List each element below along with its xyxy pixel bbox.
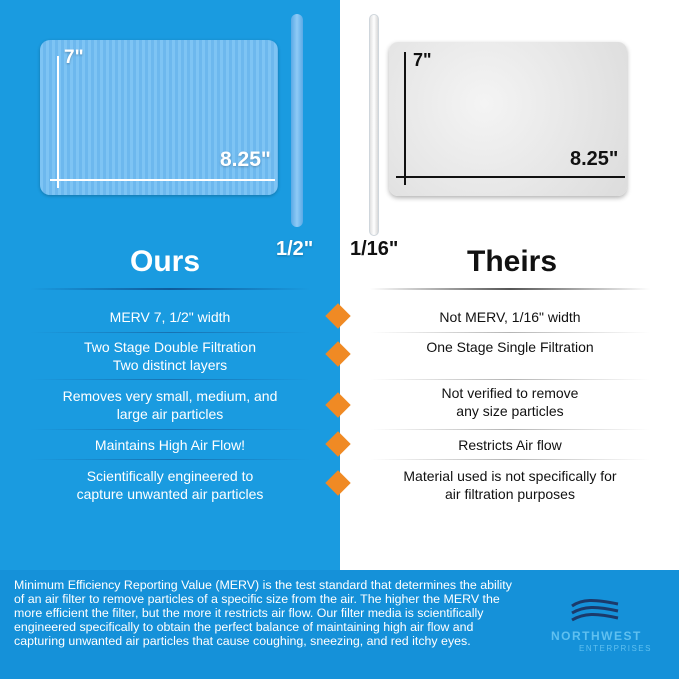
theirs-row-1: Not MERV, 1/16" width [439, 309, 581, 325]
theirs-row-5: Material used is not specifically for air filtration purposes [403, 468, 617, 502]
ours-height-arrow [57, 56, 59, 188]
logo-subtitle: ENTERPRISES [579, 644, 652, 653]
theirs-header: Theirs [467, 245, 558, 278]
ours-row-2: Two Stage Double Filtration Two distinct layers [84, 339, 256, 373]
ours-row-4: Maintains High Air Flow! [94, 437, 246, 453]
ours-divider [30, 429, 310, 430]
ours-header: Ours [130, 245, 201, 278]
ours-thickness-label: 1/2" [276, 238, 314, 260]
ours-row-3: Removes very small, medium, and large air particles [62, 388, 278, 422]
theirs-divider [370, 379, 650, 380]
theirs-filter-edge [369, 14, 379, 236]
merv-description: Minimum Efficiency Reporting Value (MERV) is the test standard that determines the ability of an air filter to remove particles of a specific size from the air. The higher the MERV the more efficient the filter, but the more it restricts air flow. Our filter media is scientifically engineered specifically to obtain the perfect balance of maintaining high air flow and capturing unwanted air particles that cause coughing, sneezing, and red itchy eyes. [14, 578, 512, 648]
theirs-divider [370, 332, 650, 333]
theirs-thickness-label: 1/16" [350, 238, 399, 260]
ours-row-5: Scientifically engineered to capture unwanted air particles [76, 468, 264, 502]
ours-row-1: MERV 7, 1/2" width [109, 309, 231, 325]
theirs-row-4: Restricts Air flow [458, 437, 562, 453]
theirs-width-arrow [396, 176, 625, 178]
ours-width-label: 8.25" [220, 148, 271, 171]
logo-name: NORTHWEST [551, 629, 642, 643]
theirs-height-label: 7" [413, 50, 432, 70]
theirs-width-label: 8.25" [570, 148, 619, 170]
theirs-divider [370, 459, 650, 460]
ours-divider [30, 332, 310, 333]
ours-height-label: 7" [64, 47, 84, 68]
ours-divider [30, 459, 310, 460]
ours-header-rule [30, 288, 310, 290]
theirs-divider [370, 429, 650, 430]
theirs-height-arrow [404, 52, 406, 185]
ours-divider [30, 379, 310, 380]
theirs-row-3: Not verified to remove any size particles [441, 385, 579, 419]
ours-filter-edge [291, 14, 303, 227]
northwest-logo-icon [570, 598, 620, 624]
ours-width-arrow [50, 179, 275, 181]
theirs-header-rule [370, 288, 650, 290]
theirs-row-2: One Stage Single Filtration [426, 339, 594, 355]
